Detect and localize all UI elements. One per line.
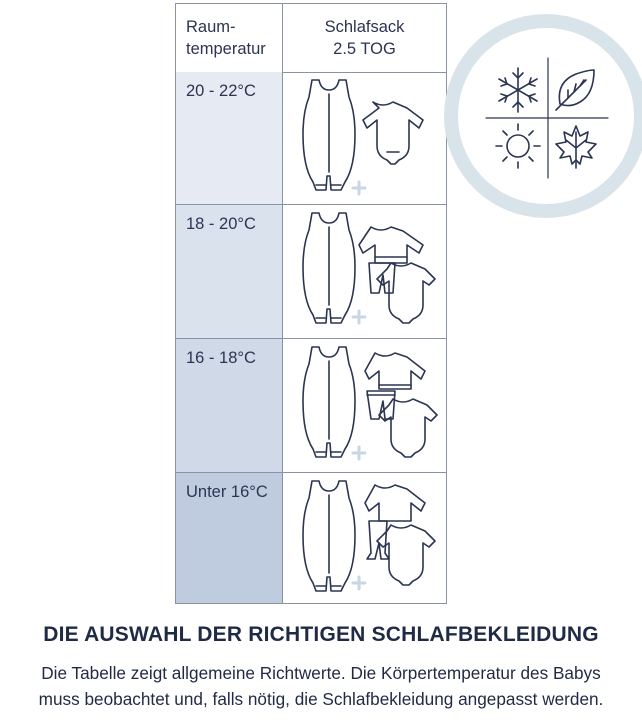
table-row	[176, 473, 446, 603]
sleeping-bag-icon	[303, 213, 355, 323]
pyjama-set-icon	[365, 353, 425, 419]
clothing-cell	[283, 473, 446, 603]
snowflake-icon	[499, 68, 537, 112]
long-sleeve-bodysuit-icon	[363, 102, 423, 164]
leaf-icon	[556, 70, 594, 110]
clothing-table	[175, 3, 447, 604]
header-left-line2: temperatur	[186, 40, 266, 58]
short-sleeve-bodysuit-icon	[379, 399, 437, 457]
table-row	[176, 205, 446, 339]
description-line2: muss beobachtet und, falls nötig, die Schlafbekleidung angepasst werden.	[38, 689, 604, 709]
maple-leaf-icon	[556, 126, 596, 168]
pyjama-set-icon	[359, 227, 423, 293]
header-sleeping-bag	[283, 4, 446, 72]
temperature-cell: 20 - 22°C	[176, 72, 283, 204]
sun-icon	[496, 124, 540, 168]
page-title: DIE AUSWAHL DER RICHTIGEN SCHLAFBEKLEIDUNG	[43, 623, 599, 646]
clothing-cell	[283, 339, 446, 472]
clothing-cell	[283, 205, 446, 338]
sleeping-bag-icon	[303, 347, 355, 457]
header-right-line1: Schlafsack	[324, 18, 405, 36]
seasons-badge	[444, 14, 642, 218]
table-header	[176, 4, 446, 73]
description	[0, 660, 642, 712]
plus-icon	[353, 311, 365, 323]
header-room-temperature	[176, 4, 283, 72]
sleeping-bag-icon	[303, 80, 355, 190]
footed-pyjama-icon	[365, 485, 425, 559]
temperature-cell: 16 - 18°C	[176, 339, 283, 472]
plus-icon	[353, 447, 365, 459]
plus-icon	[353, 182, 365, 194]
description-line1: Die Tabelle zeigt allgemeine Richtwerte. Die Körpertemperatur des Babys	[41, 663, 601, 683]
temperature-cell: 18 - 20°C	[176, 205, 283, 338]
sleeping-bag-icon	[303, 481, 355, 591]
table-row	[176, 72, 446, 205]
plus-icon	[353, 577, 365, 589]
header-left-line1: Raum-	[186, 18, 236, 36]
header-right-line2: 2.5 TOG	[333, 40, 396, 58]
table-row	[176, 339, 446, 473]
clothing-cell	[283, 72, 446, 204]
temperature-cell: Unter 16°C	[176, 473, 283, 603]
